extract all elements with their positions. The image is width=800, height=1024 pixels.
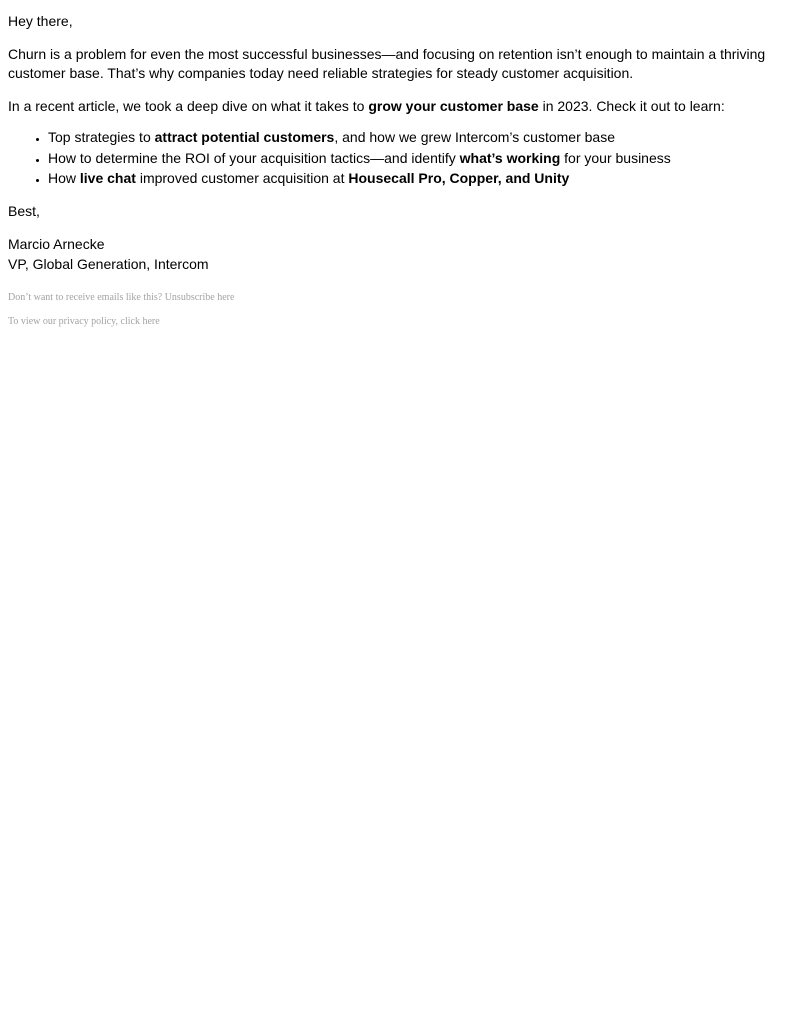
list-item-text: for your business (560, 149, 671, 166)
email-footer (8, 292, 792, 328)
attract-customers-link[interactable]: attract potential customers (154, 129, 335, 145)
whats-working-link[interactable]: what’s working (459, 149, 561, 166)
list-item (48, 128, 792, 147)
list-item (48, 169, 792, 188)
intro-paragraph: Churn is a problem for even the most successful businesses—and focusing on retention isn’t enough to maintain a thriving customer base. That’s why companies today need reliable strategies for steady customer acquisition. (8, 46, 766, 81)
list-item-text: , and how we grew Intercom’s customer base (334, 129, 615, 145)
list-item-text: Top strategies to (48, 129, 155, 145)
lead-text-before: In a recent article, we took a deep dive on what it takes to (8, 98, 369, 114)
list-item-text: How (48, 170, 80, 186)
live-chat-link[interactable]: live chat (79, 170, 136, 186)
email-body (0, 0, 800, 328)
customer-stories-link[interactable]: Housecall Pro, Copper, and Unity (348, 170, 570, 186)
greeting: Hey there, (8, 13, 73, 29)
unsubscribe-link[interactable]: Don’t want to receive emails like this? Unsubscribe here (8, 292, 235, 303)
list-item (48, 149, 792, 168)
signoff: Best, (8, 203, 40, 219)
lead-text-after: in 2023. Check it out to learn: (538, 98, 725, 114)
list-item-text: How to determine the ROI of your acquisition tactics—and identify (48, 149, 460, 166)
sender-title: VP, Global Generation, Intercom (8, 256, 209, 272)
lead-paragraph (8, 97, 792, 116)
privacy-policy-link[interactable]: To view our privacy policy, click here (8, 316, 160, 327)
learning-points-list (8, 128, 792, 188)
sender-name: Marcio Arnecke (8, 236, 105, 252)
grow-customer-base-link[interactable]: grow your customer base (368, 98, 539, 114)
list-item-text: improved customer acquisition at (135, 170, 349, 186)
